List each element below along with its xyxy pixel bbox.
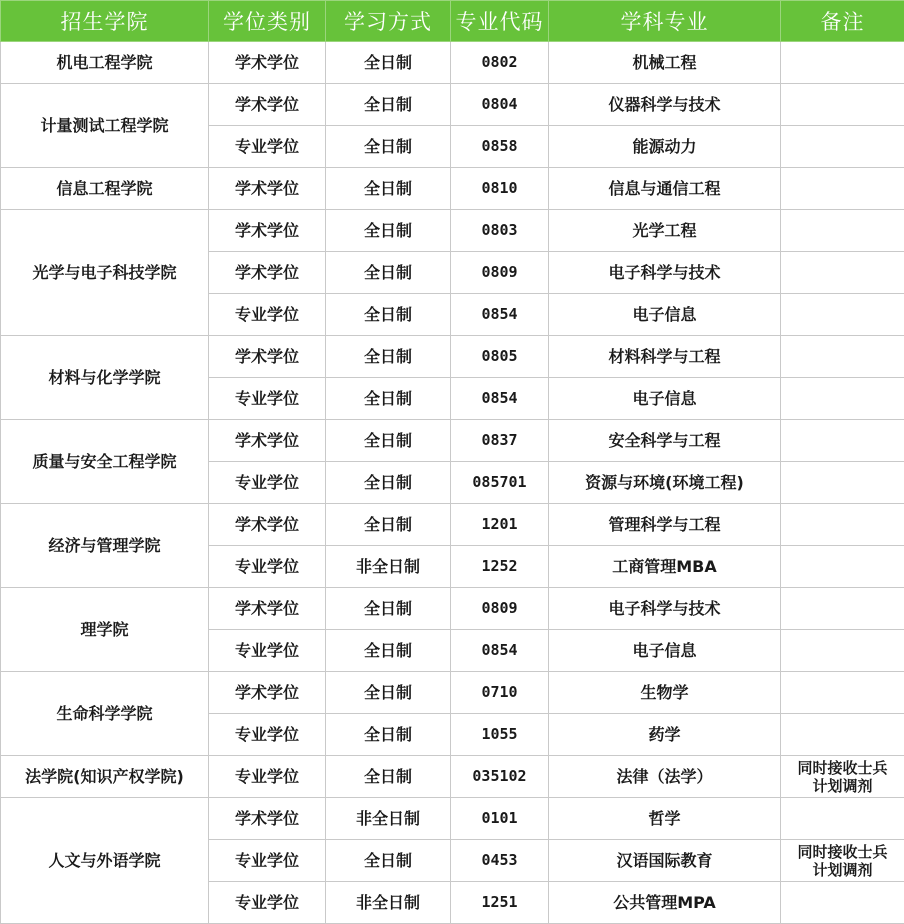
note-cell [781,630,904,672]
degree-type-cell: 学术学位 [209,420,326,462]
table-row [1,168,904,210]
major-cell: 机械工程 [549,42,781,84]
note-cell [781,294,904,336]
major-code-cell: 1251 [451,882,549,924]
major-code-cell: 0710 [451,672,549,714]
study-mode-cell: 全日制 [326,588,451,630]
study-mode-cell: 非全日制 [326,798,451,840]
table-row [1,504,904,546]
degree-type-cell: 学术学位 [209,798,326,840]
note-cell: 同时接收士兵 计划调剂 [781,756,904,798]
major-code-cell: 0804 [451,84,549,126]
header-row [1,1,904,42]
table-row [1,672,904,714]
note-cell [781,882,904,924]
study-mode-cell: 全日制 [326,756,451,798]
college-name-cell: 生命科学学院 [1,672,209,756]
degree-type-cell: 专业学位 [209,126,326,168]
header-note: 备注 [781,1,904,42]
degree-type-cell: 专业学位 [209,756,326,798]
college-name-cell: 材料与化学学院 [1,336,209,420]
note-cell [781,336,904,378]
study-mode-cell: 全日制 [326,630,451,672]
degree-type-cell: 专业学位 [209,714,326,756]
study-mode-cell: 全日制 [326,378,451,420]
major-cell: 公共管理MPA [549,882,781,924]
major-cell: 电子信息 [549,630,781,672]
college-name-cell: 质量与安全工程学院 [1,420,209,504]
degree-type-cell: 专业学位 [209,630,326,672]
note-cell [781,252,904,294]
major-cell: 安全科学与工程 [549,420,781,462]
study-mode-cell: 全日制 [326,840,451,882]
major-cell: 材料科学与工程 [549,336,781,378]
degree-type-cell: 专业学位 [209,840,326,882]
study-mode-cell: 全日制 [326,126,451,168]
study-mode-cell: 全日制 [326,210,451,252]
study-mode-cell: 全日制 [326,84,451,126]
major-code-cell: 0837 [451,420,549,462]
note-cell [781,588,904,630]
note-cell [781,126,904,168]
major-cell: 电子科学与技术 [549,252,781,294]
degree-type-cell: 学术学位 [209,252,326,294]
header-major: 学科专业 [549,1,781,42]
note-cell: 同时接收士兵 计划调剂 [781,840,904,882]
major-code-cell: 1201 [451,504,549,546]
major-cell: 电子信息 [549,294,781,336]
degree-type-cell: 学术学位 [209,210,326,252]
major-code-cell: 0805 [451,336,549,378]
table-row [1,42,904,84]
major-cell: 信息与通信工程 [549,168,781,210]
major-code-cell: 085701 [451,462,549,504]
major-code-cell: 0810 [451,168,549,210]
header-major-code: 专业代码 [451,1,549,42]
major-cell: 仪器科学与技术 [549,84,781,126]
study-mode-cell: 全日制 [326,42,451,84]
note-cell [781,672,904,714]
major-cell: 工商管理MBA [549,546,781,588]
college-name-cell: 信息工程学院 [1,168,209,210]
degree-type-cell: 专业学位 [209,462,326,504]
major-code-cell: 0803 [451,210,549,252]
note-cell [781,714,904,756]
note-cell [781,798,904,840]
major-code-cell: 0809 [451,252,549,294]
major-code-cell: 0802 [451,42,549,84]
table-row [1,84,904,126]
study-mode-cell: 全日制 [326,336,451,378]
table-row [1,210,904,252]
degree-type-cell: 学术学位 [209,84,326,126]
table-row [1,336,904,378]
major-cell: 汉语国际教育 [549,840,781,882]
college-name-cell: 法学院(知识产权学院) [1,756,209,798]
major-cell: 光学工程 [549,210,781,252]
study-mode-cell: 全日制 [326,714,451,756]
note-cell [781,378,904,420]
major-cell: 管理科学与工程 [549,504,781,546]
note-cell [781,462,904,504]
major-code-cell: 0453 [451,840,549,882]
study-mode-cell: 全日制 [326,294,451,336]
study-mode-cell: 全日制 [326,462,451,504]
table-row [1,588,904,630]
degree-type-cell: 学术学位 [209,42,326,84]
major-cell: 资源与环境(环境工程) [549,462,781,504]
major-code-cell: 0858 [451,126,549,168]
degree-type-cell: 专业学位 [209,546,326,588]
degree-type-cell: 学术学位 [209,336,326,378]
degree-type-cell: 学术学位 [209,588,326,630]
college-name-cell: 机电工程学院 [1,42,209,84]
college-name-cell: 光学与电子科技学院 [1,210,209,336]
major-cell: 能源动力 [549,126,781,168]
degree-type-cell: 专业学位 [209,882,326,924]
study-mode-cell: 全日制 [326,168,451,210]
header-degree-type: 学位类别 [209,1,326,42]
college-name-cell: 人文与外语学院 [1,798,209,924]
study-mode-cell: 非全日制 [326,546,451,588]
study-mode-cell: 全日制 [326,672,451,714]
note-cell [781,420,904,462]
major-cell: 生物学 [549,672,781,714]
note-cell [781,42,904,84]
major-code-cell: 035102 [451,756,549,798]
major-code-cell: 0854 [451,378,549,420]
major-code-cell: 0101 [451,798,549,840]
table-row [1,756,904,798]
header-study-mode: 学习方式 [326,1,451,42]
major-cell: 电子科学与技术 [549,588,781,630]
major-cell: 药学 [549,714,781,756]
table-row [1,798,904,840]
major-cell: 哲学 [549,798,781,840]
note-cell [781,546,904,588]
degree-type-cell: 学术学位 [209,504,326,546]
major-code-cell: 1252 [451,546,549,588]
major-code-cell: 0854 [451,294,549,336]
study-mode-cell: 非全日制 [326,882,451,924]
table-row [1,420,904,462]
note-cell [781,84,904,126]
study-mode-cell: 全日制 [326,252,451,294]
degree-type-cell: 学术学位 [209,672,326,714]
degree-type-cell: 学术学位 [209,168,326,210]
college-name-cell: 理学院 [1,588,209,672]
major-code-cell: 0854 [451,630,549,672]
header-college: 招生学院 [1,1,209,42]
note-cell [781,504,904,546]
degree-type-cell: 专业学位 [209,294,326,336]
degree-type-cell: 专业学位 [209,378,326,420]
major-cell: 电子信息 [549,378,781,420]
major-cell: 法律（法学） [549,756,781,798]
note-cell [781,168,904,210]
note-cell [781,210,904,252]
study-mode-cell: 全日制 [326,504,451,546]
major-code-cell: 1055 [451,714,549,756]
major-code-cell: 0809 [451,588,549,630]
study-mode-cell: 全日制 [326,420,451,462]
college-name-cell: 计量测试工程学院 [1,84,209,168]
college-name-cell: 经济与管理学院 [1,504,209,588]
